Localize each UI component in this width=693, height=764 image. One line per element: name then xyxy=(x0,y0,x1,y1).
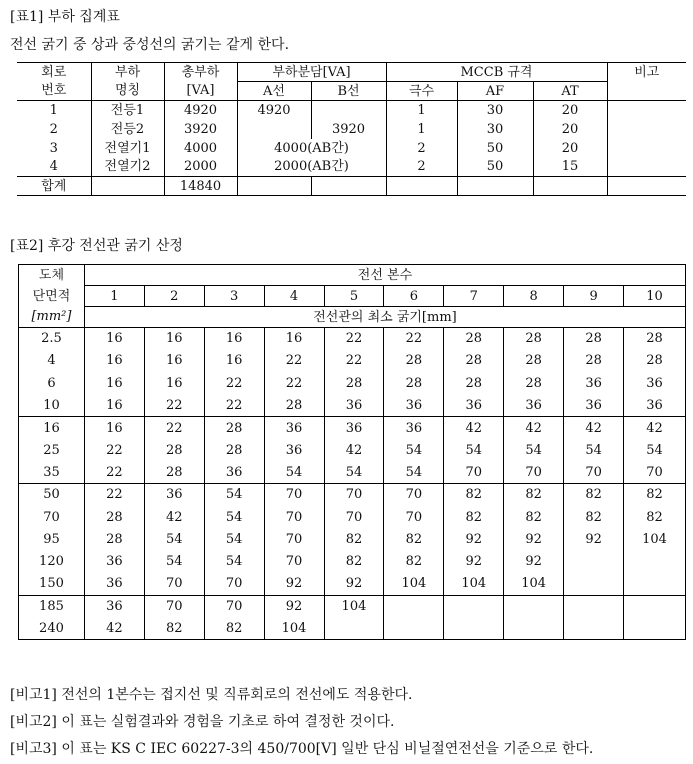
conduit-size-cell: 28 xyxy=(444,350,504,372)
conduit-size-cell: 28 xyxy=(624,350,686,372)
t1-cell: 2 xyxy=(386,158,457,177)
conduit-size-cell: 36 xyxy=(504,394,564,416)
conduit-size-cell xyxy=(564,617,624,639)
t1-cell xyxy=(386,177,457,196)
header-name: 명칭 xyxy=(91,82,164,101)
conduit-size-cell: 92 xyxy=(504,528,564,550)
wire-count-header: 7 xyxy=(444,286,504,307)
conduit-size-cell: 70 xyxy=(144,595,204,617)
conduit-size-cell xyxy=(444,617,504,639)
conduit-size-cell: 42 xyxy=(444,417,504,439)
conductor-size: 4 xyxy=(19,350,85,372)
header-load-share: 부하분담[VA] xyxy=(237,63,386,82)
conduit-size-cell: 36 xyxy=(384,394,444,416)
conductor-size: 6 xyxy=(19,372,85,394)
conduit-size-cell: 16 xyxy=(264,328,324,350)
t1-cell xyxy=(607,101,686,120)
load-summary-table xyxy=(17,62,686,196)
t1-cell xyxy=(311,101,386,120)
conduit-size-cell: 92 xyxy=(444,550,504,572)
conductor-size: 70 xyxy=(19,506,85,528)
conduit-size-cell: 42 xyxy=(504,417,564,439)
table-row xyxy=(19,528,686,550)
conduit-size-cell: 70 xyxy=(444,461,504,483)
t1-cell: 20 xyxy=(533,139,607,158)
conduit-size-cell: 28 xyxy=(324,372,384,394)
t1-cell xyxy=(533,177,607,196)
header-load: 부하 xyxy=(91,63,164,82)
header-a-line: A선 xyxy=(237,82,311,101)
conduit-size-cell: 42 xyxy=(324,439,384,461)
wire-count-header: 6 xyxy=(384,286,444,307)
t1-cell xyxy=(91,177,164,196)
conduit-size-cell xyxy=(384,617,444,639)
conduit-size-cell: 54 xyxy=(384,461,444,483)
conduit-size-cell: 92 xyxy=(324,573,384,595)
conduit-size-cell: 22 xyxy=(324,328,384,350)
conduit-size-cell: 54 xyxy=(504,439,564,461)
conduit-size-cell: 36 xyxy=(624,394,686,416)
header-number: 번호 xyxy=(17,82,91,101)
conduit-size-cell: 54 xyxy=(204,506,264,528)
t1-cell: 3920 xyxy=(164,120,237,139)
t1-cell xyxy=(237,177,311,196)
conduit-size-cell: 70 xyxy=(384,506,444,528)
conduit-size-cell: 54 xyxy=(144,550,204,572)
conduit-size-cell: 104 xyxy=(444,573,504,595)
conduit-size-cell: 70 xyxy=(324,506,384,528)
t1-cell: 2 xyxy=(17,120,91,139)
conduit-size-cell: 54 xyxy=(204,528,264,550)
conduit-size-cell: 36 xyxy=(264,417,324,439)
conduit-size-cell: 36 xyxy=(564,394,624,416)
conduit-size-cell: 16 xyxy=(144,372,204,394)
conduit-size-cell: 28 xyxy=(84,528,144,550)
conduit-size-cell: 54 xyxy=(204,550,264,572)
wire-count-header: 2 xyxy=(144,286,204,307)
sum-total: 14840 xyxy=(164,177,237,196)
t1-cell: 4000 xyxy=(164,139,237,158)
conduit-size-cell: 22 xyxy=(204,372,264,394)
conduit-size-cell: 16 xyxy=(84,350,144,372)
t1-cell: 4920 xyxy=(164,101,237,120)
conduit-size-cell: 36 xyxy=(84,550,144,572)
conduit-size-cell: 16 xyxy=(144,328,204,350)
t1-cell-ab: 4000(AB간) xyxy=(237,139,386,158)
conduit-size-cell xyxy=(624,617,686,639)
conduit-size-cell: 82 xyxy=(444,484,504,506)
conduit-size-cell: 104 xyxy=(504,573,564,595)
t1-cell: 4920 xyxy=(237,101,311,120)
conduit-size-cell: 104 xyxy=(624,528,686,550)
sub-header-min-size: 전선관의 최소 굵기[mm] xyxy=(84,307,685,328)
conduit-size-cell: 16 xyxy=(204,328,264,350)
col-header-wire-count: 전선 본수 xyxy=(84,265,685,286)
sum-label: 합계 xyxy=(17,177,91,196)
conduit-size-cell: 82 xyxy=(324,550,384,572)
conduit-size-cell: 28 xyxy=(504,350,564,372)
table2-caption: [표2] 후강 전선관 굵기 산정 xyxy=(10,238,183,254)
conduit-size-cell: 92 xyxy=(264,595,324,617)
conduit-size-cell: 22 xyxy=(84,484,144,506)
conduit-size-cell: 36 xyxy=(384,417,444,439)
header-total-load: 총부하 xyxy=(164,63,237,82)
header-circuit: 회로 xyxy=(17,63,91,82)
conduit-size-cell: 36 xyxy=(624,372,686,394)
header-at: AT xyxy=(533,82,607,101)
t1-cell: 1 xyxy=(386,120,457,139)
conduit-size-cell: 22 xyxy=(144,417,204,439)
conductor-size: 50 xyxy=(19,484,85,506)
conduit-size-cell: 36 xyxy=(324,417,384,439)
conduit-size-cell xyxy=(564,573,624,595)
conduit-size-cell: 28 xyxy=(504,328,564,350)
header-af: AF xyxy=(457,82,533,101)
table-row xyxy=(19,350,686,372)
conduit-size-cell xyxy=(624,550,686,572)
conduit-size-cell xyxy=(384,595,444,617)
conduit-size-cell: 82 xyxy=(564,506,624,528)
t1-cell: 전열기2 xyxy=(91,158,164,177)
conduit-size-cell: 42 xyxy=(564,417,624,439)
conduit-size-cell xyxy=(624,573,686,595)
conduit-size-cell: 36 xyxy=(564,372,624,394)
conduit-size-cell xyxy=(504,617,564,639)
wire-count-header: 1 xyxy=(84,286,144,307)
t1-cell: 전등2 xyxy=(91,120,164,139)
conduit-size-cell: 28 xyxy=(204,417,264,439)
conduit-size-cell xyxy=(624,595,686,617)
conduit-size-cell: 42 xyxy=(624,417,686,439)
table-row xyxy=(19,372,686,394)
wire-count-header: 10 xyxy=(624,286,686,307)
t1-cell: 2000 xyxy=(164,158,237,177)
conduit-size-cell: 54 xyxy=(144,528,204,550)
wire-count-header: 3 xyxy=(204,286,264,307)
conduit-size-cell: 82 xyxy=(144,617,204,639)
conduit-size-cell: 70 xyxy=(324,484,384,506)
conduit-size-cell: 54 xyxy=(444,439,504,461)
conduit-size-cell: 22 xyxy=(264,350,324,372)
conduit-size-cell: 28 xyxy=(564,350,624,372)
conduit-size-cell: 28 xyxy=(624,328,686,350)
wire-count-header: 5 xyxy=(324,286,384,307)
conduit-size-cell: 28 xyxy=(264,394,324,416)
table-row xyxy=(19,595,686,617)
table-row xyxy=(19,439,686,461)
conduit-size-cell: 70 xyxy=(264,506,324,528)
header-va: [VA] xyxy=(164,82,237,101)
table-row xyxy=(19,328,686,350)
t1-cell: 3 xyxy=(17,139,91,158)
conduit-size-cell: 22 xyxy=(144,394,204,416)
t1-cell xyxy=(607,139,686,158)
conduit-size-cell xyxy=(504,595,564,617)
conduit-size-cell: 70 xyxy=(384,484,444,506)
conduit-size-cell: 16 xyxy=(84,328,144,350)
conductor-size: 95 xyxy=(19,528,85,550)
conduit-size-cell: 104 xyxy=(324,595,384,617)
t1-cell xyxy=(237,120,311,139)
table-row xyxy=(19,550,686,572)
conduit-size-cell: 36 xyxy=(84,595,144,617)
conduit-size-cell: 16 xyxy=(84,372,144,394)
wire-count-header: 8 xyxy=(504,286,564,307)
conduit-size-cell: 28 xyxy=(144,439,204,461)
conduit-size-cell: 28 xyxy=(84,506,144,528)
conduit-size-cell: 82 xyxy=(444,506,504,528)
conductor-size: 150 xyxy=(19,573,85,595)
conduit-size-cell: 16 xyxy=(84,394,144,416)
conduit-size-cell: 36 xyxy=(264,439,324,461)
conduit-size-cell: 70 xyxy=(264,484,324,506)
conduit-size-cell: 22 xyxy=(324,350,384,372)
conduit-size-cell: 82 xyxy=(624,484,686,506)
conduit-size-cell: 16 xyxy=(84,417,144,439)
table1-note: 전선 굵기 중 상과 중성선의 굵기는 같게 한다. xyxy=(10,37,290,53)
table-row xyxy=(19,417,686,439)
conduit-size-cell xyxy=(564,550,624,572)
conduit-size-cell: 70 xyxy=(144,573,204,595)
conduit-size-cell: 22 xyxy=(264,372,324,394)
conduit-size-cell: 82 xyxy=(504,506,564,528)
conduit-size-cell: 92 xyxy=(444,528,504,550)
conduit-size-cell xyxy=(444,595,504,617)
t1-cell xyxy=(457,177,533,196)
conduit-size-cell xyxy=(324,617,384,639)
conduit-size-cell: 70 xyxy=(624,461,686,483)
table-row xyxy=(19,617,686,639)
conductor-size: 185 xyxy=(19,595,85,617)
conduit-size-cell: 36 xyxy=(204,461,264,483)
conduit-size-cell: 92 xyxy=(264,573,324,595)
conduit-size-cell: 70 xyxy=(564,461,624,483)
conduit-size-cell: 70 xyxy=(204,595,264,617)
conduit-size-cell: 70 xyxy=(264,550,324,572)
conduit-size-cell: 28 xyxy=(144,461,204,483)
conduit-size-cell: 54 xyxy=(624,439,686,461)
conduit-size-cell: 92 xyxy=(564,528,624,550)
header-remarks: 비고 xyxy=(634,64,660,80)
conduit-size-cell: 42 xyxy=(144,506,204,528)
t1-cell: 전등1 xyxy=(91,101,164,120)
conduit-size-cell: 104 xyxy=(384,573,444,595)
conduit-size-cell: 70 xyxy=(204,573,264,595)
conduit-size-cell: 82 xyxy=(624,506,686,528)
conduit-size-cell: 42 xyxy=(84,617,144,639)
t1-cell xyxy=(311,177,386,196)
conduit-size-cell: 82 xyxy=(324,528,384,550)
conduit-size-cell: 36 xyxy=(324,394,384,416)
conduit-size-cell: 28 xyxy=(384,372,444,394)
conductor-size: 25 xyxy=(19,439,85,461)
conduit-size-cell: 28 xyxy=(204,439,264,461)
conduit-size-cell: 28 xyxy=(564,328,624,350)
t1-cell: 20 xyxy=(533,101,607,120)
conduit-size-cell: 36 xyxy=(144,484,204,506)
table-row xyxy=(19,394,686,416)
conduit-size-cell: 54 xyxy=(264,461,324,483)
conductor-size: 240 xyxy=(19,617,85,639)
t1-cell: 30 xyxy=(457,101,533,120)
conductor-size: 2.5 xyxy=(19,328,85,350)
t1-cell: 50 xyxy=(457,158,533,177)
conduit-size-cell: 82 xyxy=(564,484,624,506)
conduit-size-cell: 70 xyxy=(504,461,564,483)
conduit-size-cell: 28 xyxy=(504,372,564,394)
wire-count-header: 4 xyxy=(264,286,324,307)
conduit-size-cell: 16 xyxy=(144,350,204,372)
conduit-size-cell: 82 xyxy=(204,617,264,639)
conduit-size-table xyxy=(18,264,686,640)
conduit-size-cell: 82 xyxy=(384,528,444,550)
t1-cell: 1 xyxy=(17,101,91,120)
table-row xyxy=(19,484,686,506)
conduit-size-cell xyxy=(564,595,624,617)
conduit-size-cell: 82 xyxy=(504,484,564,506)
conduit-size-cell: 82 xyxy=(384,550,444,572)
table1-caption: [표1] 부하 집계표 xyxy=(10,9,120,25)
t1-cell: 2 xyxy=(386,139,457,158)
t1-cell-ab: 2000(AB간) xyxy=(237,158,386,177)
t1-cell xyxy=(607,120,686,139)
t1-cell: 4 xyxy=(17,158,91,177)
conductor-size: 35 xyxy=(19,461,85,483)
header-poles: 극수 xyxy=(386,82,457,101)
t1-cell: 전열기1 xyxy=(91,139,164,158)
table-row xyxy=(19,461,686,483)
conduit-size-cell: 70 xyxy=(264,528,324,550)
t1-cell: 20 xyxy=(533,120,607,139)
conduit-size-cell: 92 xyxy=(504,550,564,572)
row-header-area: 단면적 xyxy=(19,286,85,307)
t1-cell: 3920 xyxy=(311,120,386,139)
conductor-size: 10 xyxy=(19,394,85,416)
conduit-size-cell: 104 xyxy=(264,617,324,639)
conduit-size-cell: 22 xyxy=(204,394,264,416)
header-remarks-blank xyxy=(607,82,686,101)
t1-cell: 15 xyxy=(533,158,607,177)
conduit-size-cell: 54 xyxy=(324,461,384,483)
conduit-size-cell: 36 xyxy=(444,394,504,416)
conduit-size-cell: 22 xyxy=(84,439,144,461)
row-header-conductor: 도체 xyxy=(19,265,85,286)
row-header-unit: [mm²] xyxy=(19,307,85,328)
t1-cell: 50 xyxy=(457,139,533,158)
t1-cell: 30 xyxy=(457,120,533,139)
conduit-size-cell: 28 xyxy=(444,328,504,350)
conductor-size: 120 xyxy=(19,550,85,572)
wire-count-header: 9 xyxy=(564,286,624,307)
conduit-size-cell: 28 xyxy=(444,372,504,394)
table-row xyxy=(19,506,686,528)
remark-3: [비고3] 이 표는 KS C IEC 60227-3의 450/700[V] 일반 단심 비닐절연전선을 기준으로 한다. xyxy=(10,741,594,757)
conduit-size-cell: 54 xyxy=(384,439,444,461)
conduit-size-cell: 22 xyxy=(84,461,144,483)
header-mccb: MCCB 규격 xyxy=(386,63,607,82)
conduit-size-cell: 36 xyxy=(84,573,144,595)
conduit-size-cell: 54 xyxy=(564,439,624,461)
t1-cell: 1 xyxy=(386,101,457,120)
t1-cell xyxy=(607,158,686,177)
conduit-size-cell: 54 xyxy=(204,484,264,506)
table-row xyxy=(19,573,686,595)
conductor-size: 16 xyxy=(19,417,85,439)
header-b-line: B선 xyxy=(311,82,386,101)
conduit-size-cell: 28 xyxy=(384,350,444,372)
conduit-size-cell: 16 xyxy=(204,350,264,372)
t1-cell xyxy=(607,177,686,196)
remark-2: [비고2] 이 표는 실험결과와 경험을 기초로 하여 결정한 것이다. xyxy=(10,714,395,730)
remark-1: [비고1] 전선의 1본수는 접지선 및 직류회로의 전선에도 적용한다. xyxy=(10,687,413,703)
conduit-size-cell: 22 xyxy=(384,328,444,350)
